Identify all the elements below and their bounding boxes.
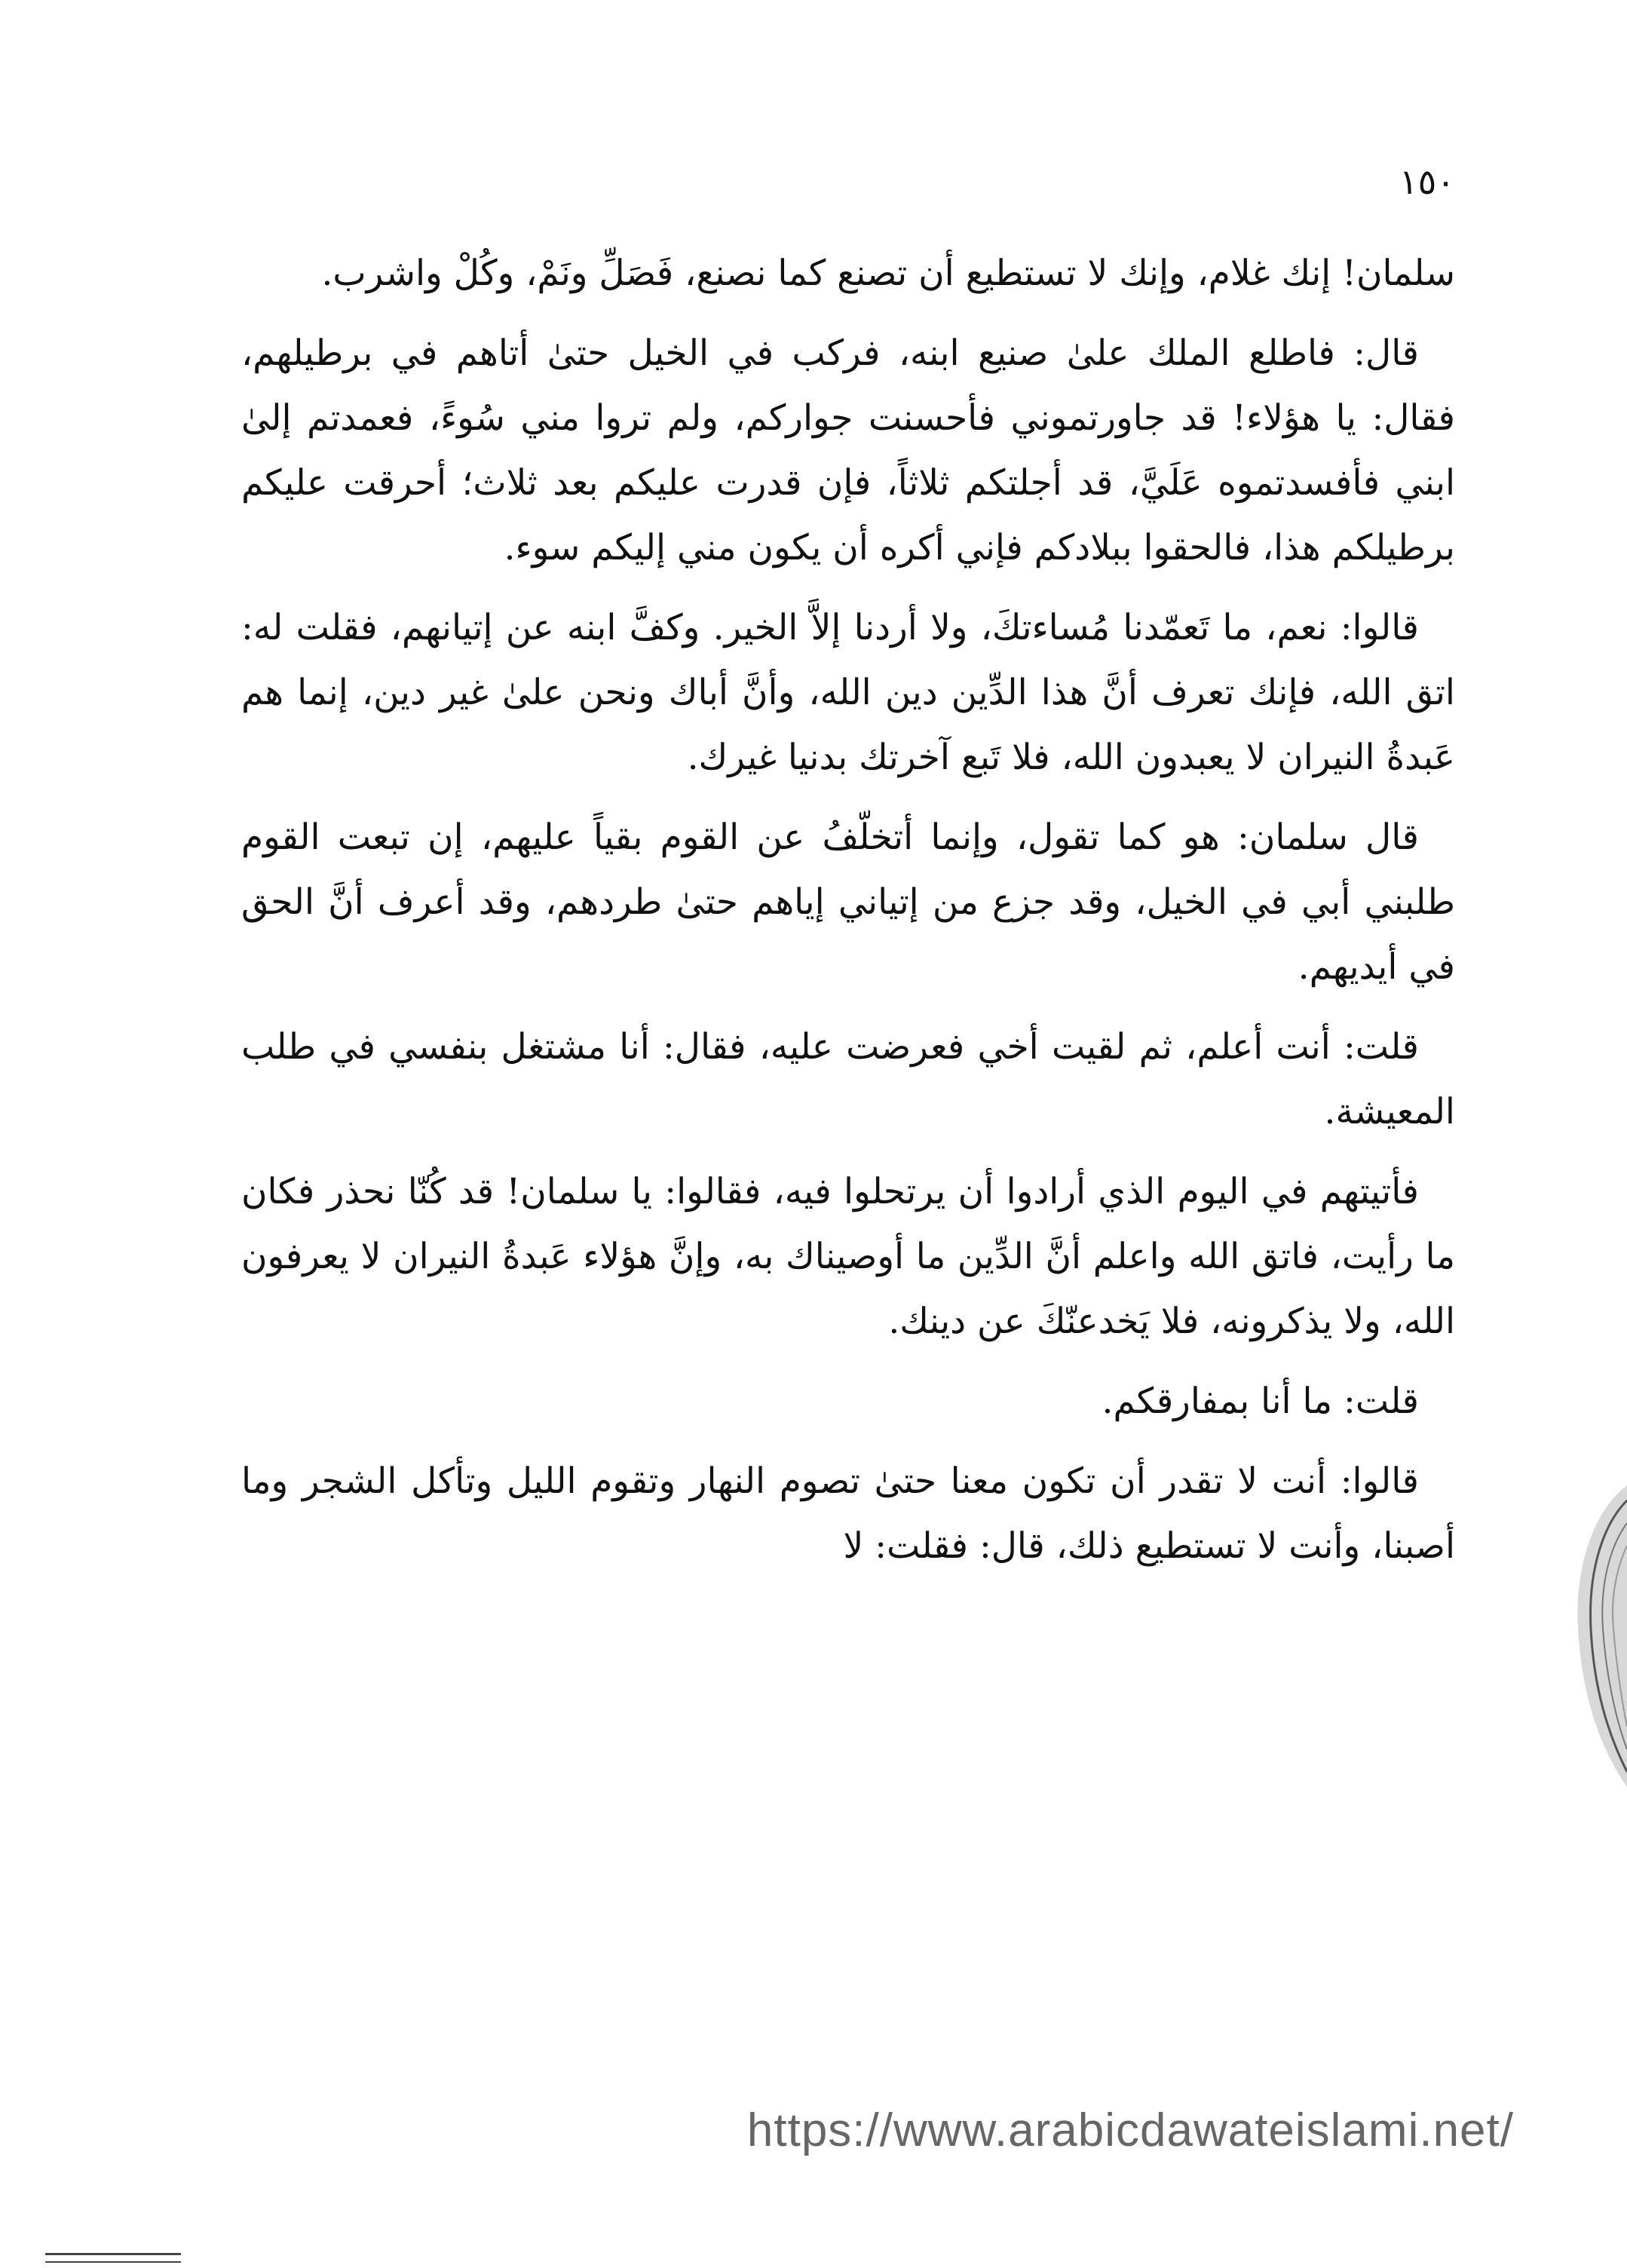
paragraph-6: فأتيتهم في اليوم الذي أرادوا أن يرتحلوا فيه، فقالوا: يا سلمان! قد كُنّا نحذر فكان ما رأيت، فاتق الله واعلم أنَّ الدِّين ما أوصيناك به، وإنَّ هؤلاء عَبدةُ النيران لا يعرفون الله، ولا يذكرونه، فلا يَخدعنّكَ عن دينك. <box>241 1171 1455 1342</box>
paragraph-5: قلت: أنت أعلم، ثم لقيت أخي فعرضت عليه، فقال: أنا مشتغل بنفسي في طلب المعيشة. <box>241 1026 1455 1132</box>
paragraph-2: قال: فاطلع الملك علىٰ صنيع ابنه، فركب في الخيل حتىٰ أتاهم في برطيلهم، فقال: يا هؤلاء! قد جاورتموني فأحسنت جواركم، ولم تروا مني سُوءً، فعمدتم إلىٰ ابني فأفسدتموه عَلَيَّ، قد أجلتكم ثلاثاً، فإن قدرت عليكم بعد ثلاث؛ أحرقت عليكم برطيلكم هذا، فالحقوا ببلادكم فإني أكره أن يكون مني إليكم سوء. <box>241 333 1455 569</box>
paragraph-3: قالوا: نعم، ما تَعمّدنا مُساءتكَ، ولا أردنا إلاَّ الخير. وكفَّ ابنه عن إتيانهم، فقلت له: اتق الله، فإنك تعرف أنَّ هذا الدِّين دين الله، وأنَّ أباك ونحن علىٰ غير دين، إنما هم عَبدةُ النيران لا يعبدون الله، فلا تَبع آخرتك بدنيا غيرك. <box>241 607 1455 778</box>
page-number: ١٥٠ <box>1399 161 1455 202</box>
paragraph-8: قالوا: أنت لا تقدر أن تكون معنا حتىٰ تصوم النهار وتقوم الليل وتأكل الشجر وما أصبنا، وأنت لا تستطيع ذلك، قال: فقلت: لا <box>241 1460 1455 1567</box>
page-edge-shadow <box>1544 1478 1627 1794</box>
paragraph-1: سلمان! إنك غلام، وإنك لا تستطيع أن تصنع كما نصنع، فَصَلِّ ونَمْ، وكُلْ واشرب. <box>321 253 1455 294</box>
paragraph-7: قلت: ما أنا بمفارقكم. <box>1102 1381 1419 1422</box>
watermark-url: https://www.arabicdawateislami.net/ <box>746 2104 1514 2156</box>
corner-rule <box>45 2253 181 2263</box>
body-text <box>241 241 1455 1594</box>
paragraph-4: قال سلمان: هو كما تقول، وإنما أتخلّفُ عن القوم بقياً عليهم، إن تبعت القوم طلبني أبي في الخيل، وقد جزع من إتياني إياهم حتىٰ طردهم، وقد أعرف أنَّ الحق في أيديهم. <box>241 817 1455 988</box>
